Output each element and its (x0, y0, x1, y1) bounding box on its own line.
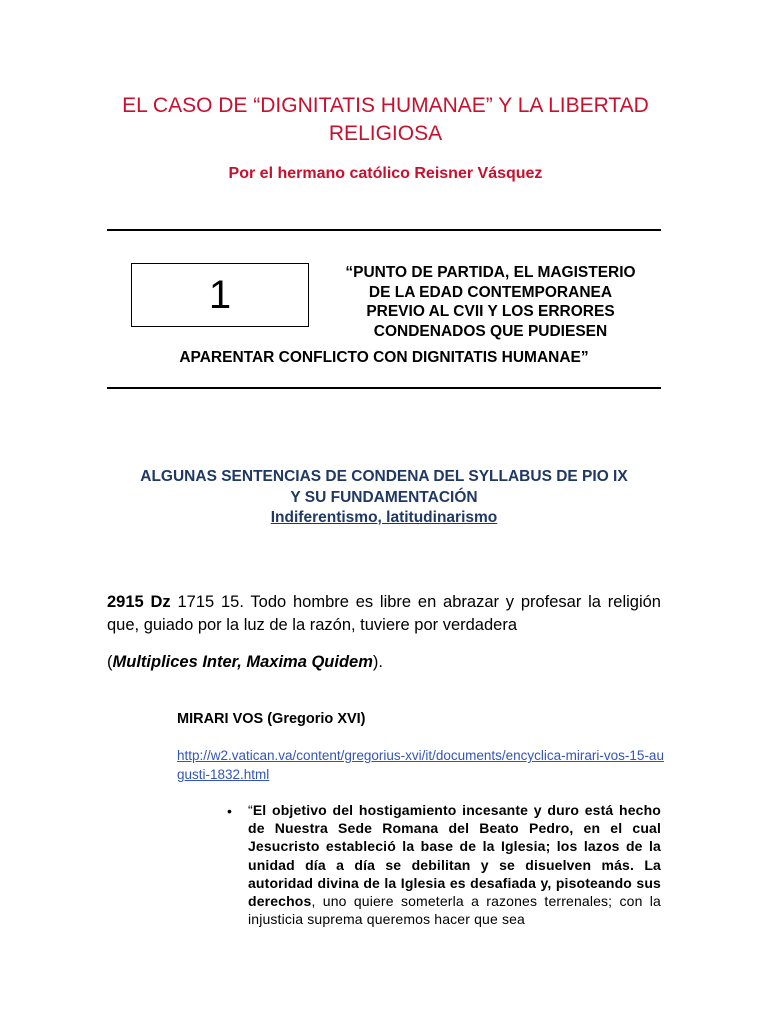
section-subheading: Indiferentismo, latitudinarismo (270, 509, 498, 526)
divider-bottom (107, 387, 661, 389)
section-heading-line: ALGUNAS SENTENCIAS DE CONDENA DEL SYLLABUS DE PIO IX (140, 468, 628, 485)
quote-bold-text: El objetivo del hostigamiento incesante y duro está hecho de Nuestra Sede Romana del Beato Pedro, en el cual Jesucristo estableció la base de la Iglesia; los lazos de la unidad día a día se debilitan y se disuelven más. La autoridad divina de la Iglesia es desafiada y, pisoteando sus derechos (248, 802, 661, 910)
chapter-heading-line: DE LA EDAD CONTEMPORANEA (368, 283, 613, 301)
source-close: ). (372, 653, 383, 671)
source-open: ( (107, 653, 113, 671)
sentence-source (107, 653, 383, 672)
divider-top (107, 229, 661, 231)
section-heading (100, 466, 668, 508)
quote-paragraph (248, 801, 661, 928)
chapter-heading-last-line: APARENTAR CONFLICTO CON DIGNITATIS HUMANAE” (179, 349, 589, 366)
condemned-sentence (107, 591, 661, 637)
sentence-text: 1715 15. Todo hombre es libre en abrazar y profesar la religión que, guiado por la luz de la razón, tuviere por verdadera (107, 593, 661, 634)
author-line: Por el hermano católico Reisner Vásquez (228, 165, 543, 182)
chapter-heading (320, 263, 661, 341)
document-title: EL CASO DE “DIGNITATIS HUMANAE” Y LA LIBERTAD RELIGIOSA (122, 94, 649, 145)
source-title: Multiplices Inter, Maxima Quidem (112, 653, 373, 671)
chapter-heading-line: PREVIO AL CVII Y LOS ERRORES (366, 303, 615, 321)
quote-plain-text: , uno quiere someterla a razones terrenales; con la injusticia suprema queremos hacer que sea (248, 893, 661, 928)
quote-open-mark: “ (248, 802, 253, 818)
bullet-icon: • (227, 803, 232, 819)
chapter-heading-line: “PUNTO DE PARTIDA, EL MAGISTERIO (345, 264, 636, 281)
chapter-number: 1 (208, 272, 232, 317)
encyclical-title: MIRARI VOS (Gregorio XVI) (177, 711, 366, 727)
section-heading-line: Y SU FUNDAMENTACIÓN (290, 489, 478, 506)
encyclical-link[interactable]: http://w2.vatican.va/content/gregorius-xvi/it/documents/encyclica-mirari-vos-15-augusti-1832.html (177, 748, 664, 782)
chapter-number-box (131, 263, 309, 327)
chapter-heading-line: CONDENADOS QUE PUDIESEN (373, 322, 608, 340)
sentence-reference: 2915 Dz (107, 593, 171, 611)
